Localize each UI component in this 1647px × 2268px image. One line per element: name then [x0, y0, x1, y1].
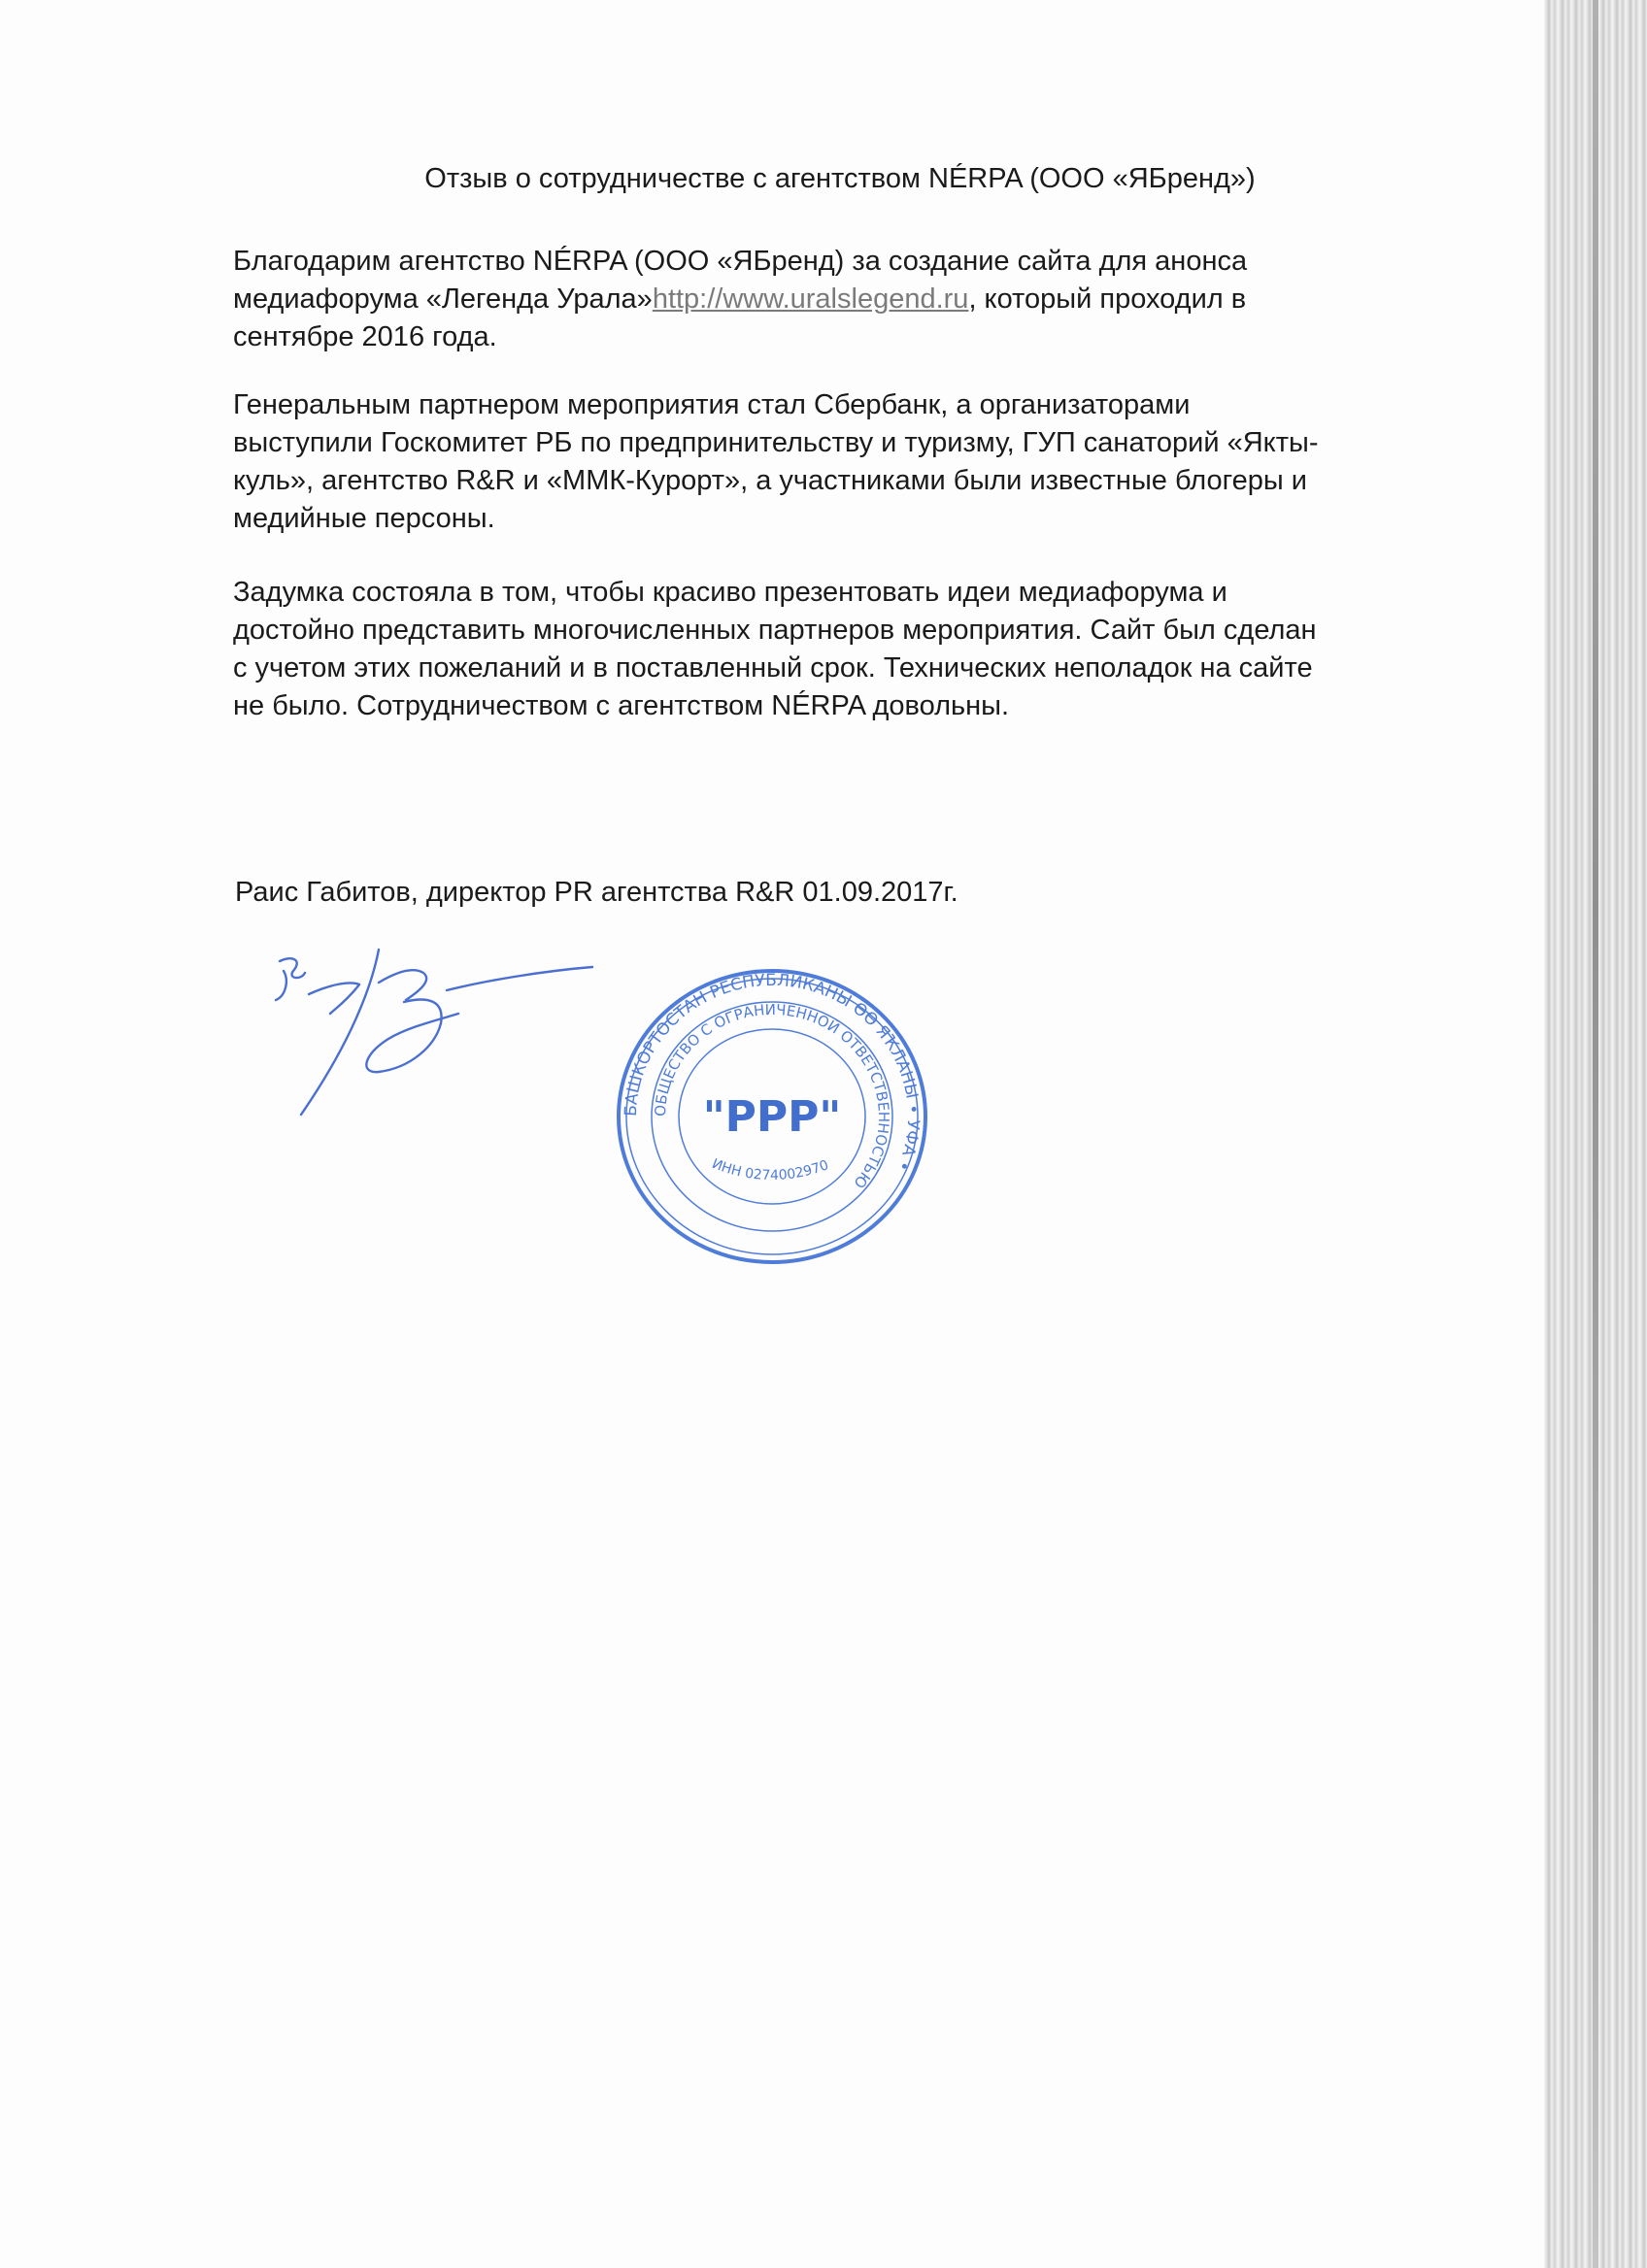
- paragraph-line: медийные персоны.: [233, 503, 495, 534]
- paragraph-line: сентябре 2016 года.: [233, 321, 497, 352]
- stamp-center-text: "РРР": [702, 1092, 842, 1142]
- paragraph-line: Задумка состояла в том, чтобы красиво презентовать идеи медиафорума и: [233, 577, 1227, 608]
- signature-caption: Раис Габитов, директор PR агентства R&R 01.09.2017г.: [235, 877, 958, 908]
- paragraph-result: [233, 574, 1496, 725]
- scan-edge-line: [1593, 0, 1598, 2268]
- paragraph-line: Генеральным партнером мероприятия стал Сбербанк, а организаторами: [233, 389, 1191, 420]
- stamp-inner-text: ОБЩЕСТВО С ОГРАНИЧЕННОЙ ОТВЕТСТВЕННОСТЬЮ: [651, 1000, 893, 1192]
- paragraph-partners: [233, 386, 1496, 538]
- paragraph-line: достойно представить многочисленных партнеров мероприятия. Сайт был сделан: [233, 615, 1317, 646]
- paragraph-line: не было. Сотрудничеством с агентством NÉRPA довольны.: [233, 690, 1010, 721]
- document-title: Отзыв о сотрудничестве с агентством NÉRPA (ООО «ЯБренд»): [424, 163, 1256, 194]
- handwritten-signature: [233, 942, 602, 1146]
- website-link[interactable]: http://www.uralslegend.ru: [652, 284, 969, 315]
- paragraph-line: с учетом этих пожеланий и в поставленный срок. Технических неполадок на сайте: [233, 652, 1313, 684]
- paragraph-line: выступили Госкомитет РБ по предпринительству и туризму, ГУП санаторий «Якты-: [233, 427, 1319, 458]
- paragraph-text: медиафорума «Легенда Урала»: [233, 284, 653, 315]
- stamp-bottom-text: ИНН 0274002970: [709, 1155, 831, 1184]
- company-stamp: [612, 966, 932, 1267]
- paragraph-line: куль», агентство R&R и «ММК-Курорт», а участниками были известные блогеры и: [233, 465, 1307, 496]
- stamp-outer-text: БАШКОРТОСТАН РЕСПУБЛИКАНЫ ӨӨ ЯҠЛАНЫ • УФА •: [621, 970, 924, 1175]
- paragraph-line: [233, 281, 1496, 318]
- paragraph-text: , который проходил в: [968, 284, 1247, 315]
- paragraph-thanks: [233, 243, 1496, 356]
- paragraph-line: Благодарим агентство NÉRPA (ООО «ЯБренд) за создание сайта для анонса: [233, 246, 1248, 277]
